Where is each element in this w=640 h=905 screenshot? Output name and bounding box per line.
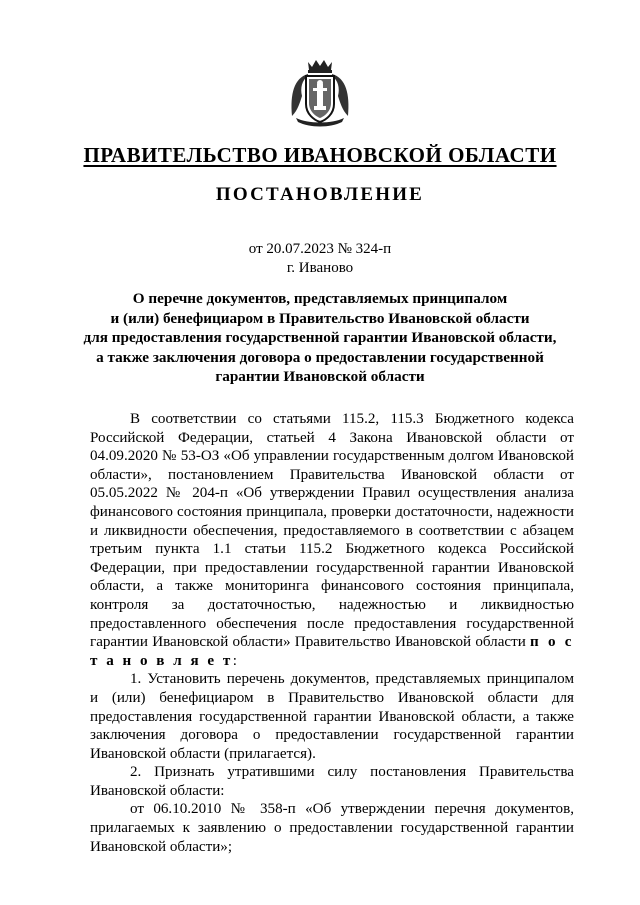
heading-line: для предоставления государственной гарантии Ивановской области, [83,329,557,346]
document-body [90,410,574,856]
preamble-text: В соответствии со статьями 115.2, 115.3 Бюджетного кодекса Российской Федерации, статьей 4 Закона Ивановской области от 04.09.2020 № 53-ОЗ «Об управлении государственным долгом Ивановской области», постановлением Правительства Ивановской области от 05.05.2022 № 204-п «Об утверждении Правил осуществления анализа финансового состояния принципала, проверки достаточности, надежности и ликвидности обеспечения, предоставляемого в соответствии с абзацем третьим пункта 1.1 статьи 115.2 Бюджетного кодекса Российской Федерации, при предоставлении государственной гарантии Ивановской области, а также мониторинга финансового состояния принципала, контроля за достаточностью, надежностью и ликвидностью предоставленного обеспечения после предоставления государственной гарантии Ивановской области» Правительство Ивановской области [90,411,574,651]
date-number: от 20.07.2023 № 324-п [248,241,392,257]
heading-line: гарантии Ивановской области [215,368,425,385]
heading-line: а также заключения договора о предоставлении государственной [96,348,544,366]
city: г. Иваново [286,260,354,276]
resolves-word: п о с т а н о в л я е т [90,634,574,669]
preamble-paragraph [90,410,574,670]
document-type: ПОСТАНОВЛЕНИЕ [215,184,425,205]
government-name: ПРАВИТЕЛЬСТВО ИВАНОВСКОЙ ОБЛАСТИ [83,143,557,167]
heading-line: О перечне документов, представляемых принципалом [132,290,508,307]
heading-line: и (или) бенефициаром в Правительство Ивановской области [110,309,530,327]
coat-of-arms-icon [286,58,354,128]
document-heading [70,289,570,387]
resolves-colon: : [232,652,237,669]
item-2-sub: от 06.10.2010 № 358-п «Об утверждении перечня документов, прилагаемых к заявлению о предоставлении государственной гарантии Ивановской области»; [90,801,574,855]
item-2: 2. Признать утратившими силу постановления Правительства Ивановской области: [90,764,574,799]
item-1: 1. Установить перечень документов, представляемых принципалом и (или) бенефициаром в Правительство Ивановской области для предоставления государственной гарантии Ивановской области, а также заключения договора о предоставлении государственной гарантии Ивановской области (прилагается). [90,671,574,762]
